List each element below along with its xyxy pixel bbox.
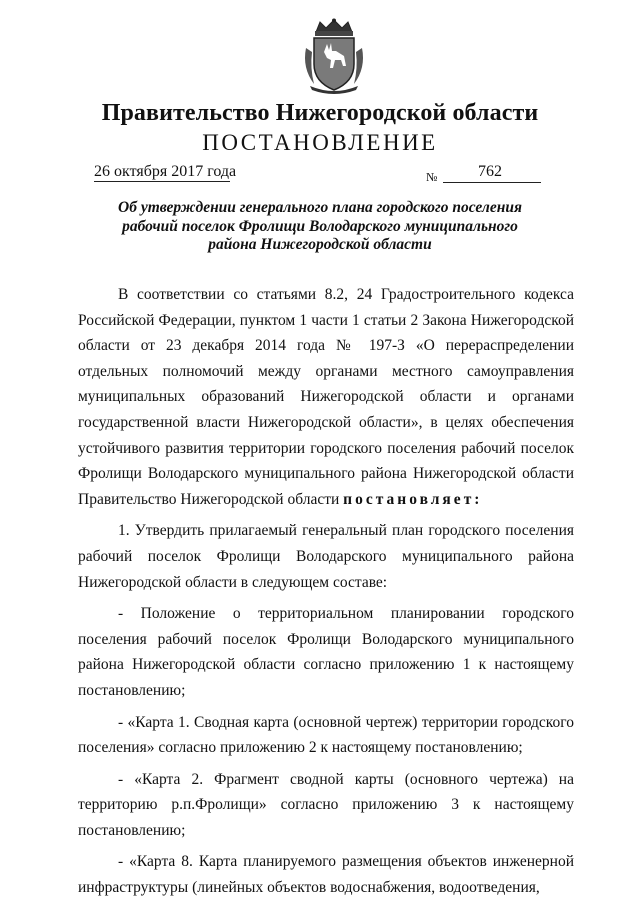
date-underline [94,181,230,182]
number-underline [443,182,541,183]
resolves-word: постановляет: [343,490,483,508]
government-name: Правительство Нижегородской области [101,100,539,126]
item-1-paragraph: 1. Утвердить прилагаемый генеральный план городского поселения рабочий поселок Фролищи Володарского муниципального района Нижегородской области в следующем составе: [78,522,574,591]
list-item: - «Карта 2. Фрагмент сводной карты (основного чертежа) на территорию р.п.Фролищи» согласно приложению 3 к настоящему постановлению; [78,770,574,839]
coat-of-arms-icon [300,18,368,94]
document-title: Об утверждении генерального плана городского поселения рабочий поселок Фролищи Володарского муниципального района Нижегородской области [118,199,522,253]
list-item: - «Карта 8. Карта планируемого размещения объектов инженерной инфраструктуры (линейных объектов водоснабжения, водоотведения, [78,853,574,897]
document-type: ПОСТАНОВЛЕНИЕ [202,130,438,155]
document-body [78,282,574,901]
list-item: - Положение о территориальном планировании городского поселения рабочий поселок Фролищи Володарского муниципального района Нижегородской области согласно приложению 1 к настоящему постановлению; [78,605,574,699]
number-label: № [426,170,438,184]
document-date: 26 октября 2017 года [94,163,237,180]
list-item: - «Карта 1. Сводная карта (основной чертеж) территории городского поселения» согласно приложению 2 к настоящему постановлению; [78,713,574,757]
document-number: 762 [478,163,502,180]
preamble-text: В соответствии со статьями 8.2, 24 Градостроительного кодекса Российской Федерации, пунктом 1 части 1 статьи 2 Закона Нижегородской области от 23 декабря 2014 года № 197-З «О перераспределении отдельных полномочий между органами местного самоуправления муниципальных образований Нижегородской области и органами государственной власти Нижегородской области», в целях обеспечения устойчивого развития территории городского поселения рабочий поселок Фролищи Володарского муниципального района Нижегородской области Правительство Нижегородской области [78,286,574,508]
preamble-paragraph [78,282,574,512]
